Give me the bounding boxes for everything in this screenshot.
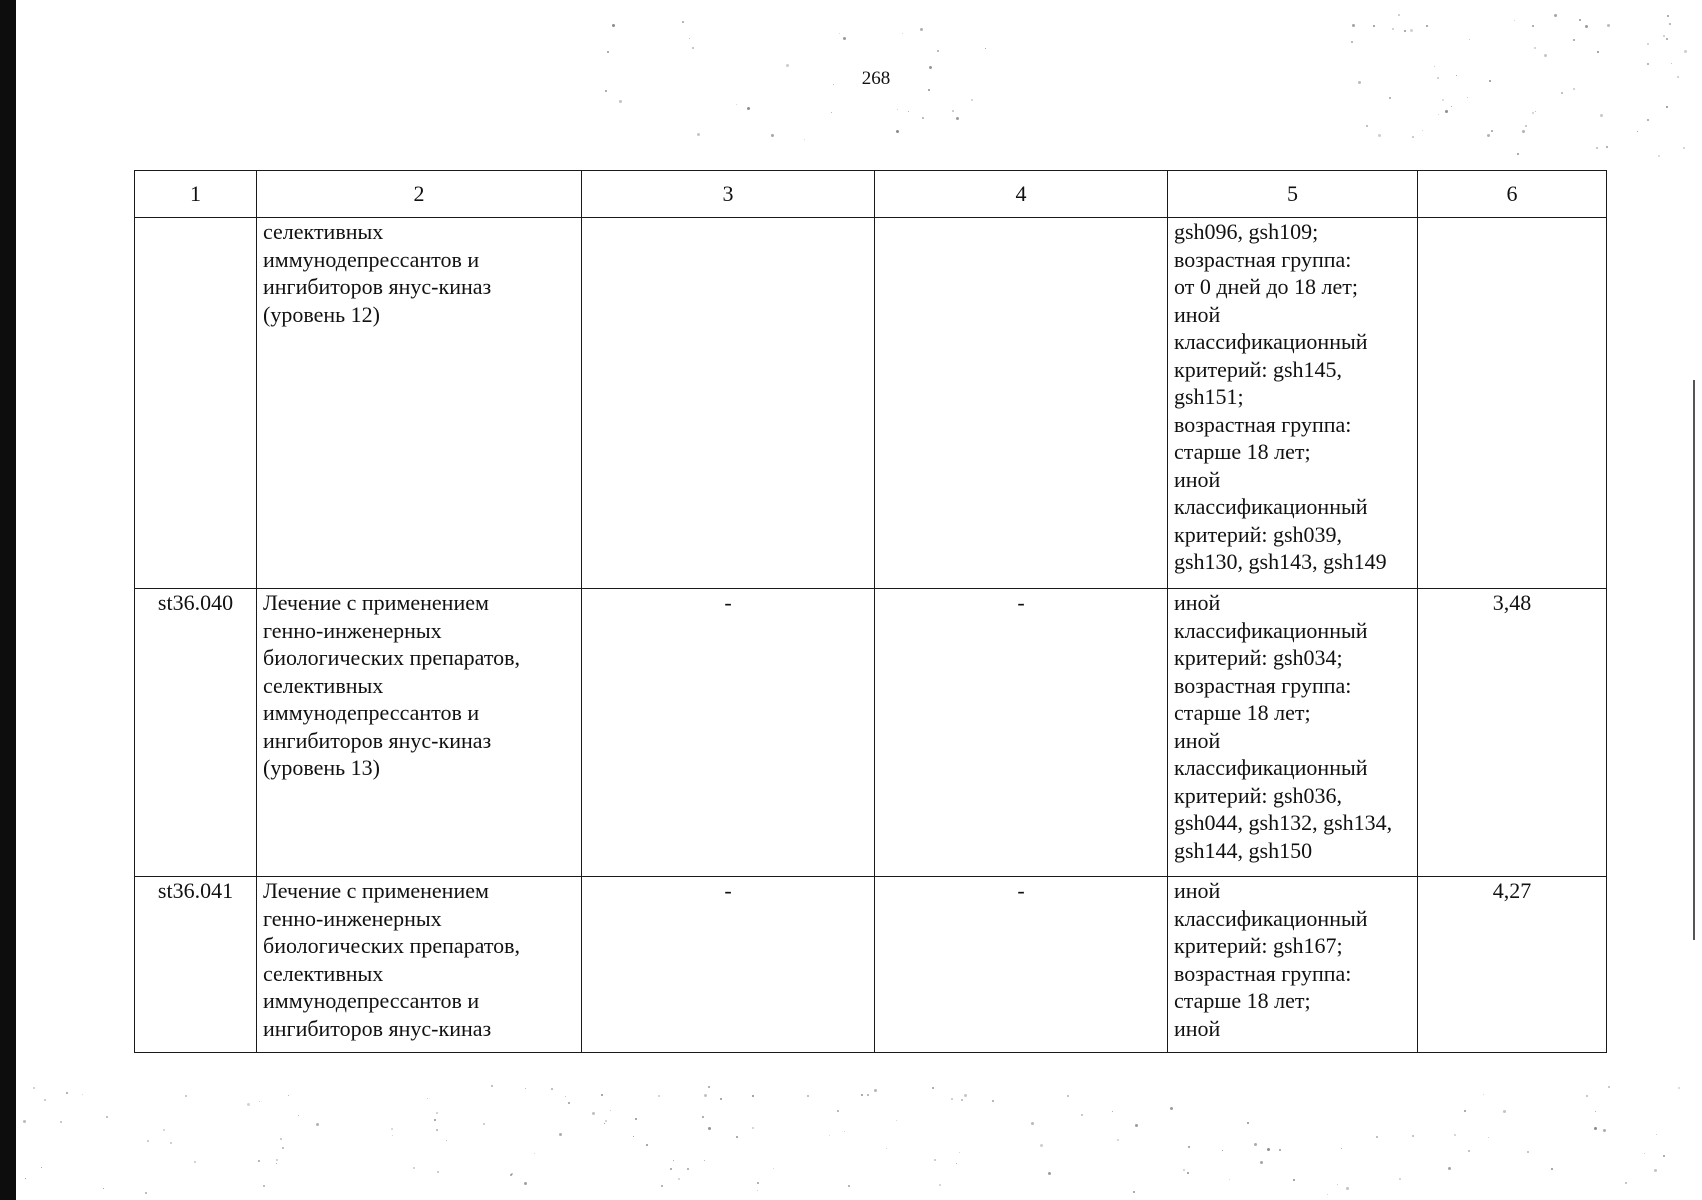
scan-speck (1678, 1087, 1680, 1089)
scan-speck (1410, 29, 1413, 32)
scan-speck (145, 1192, 147, 1194)
scan-speck (771, 134, 774, 137)
scan-speck (704, 1160, 705, 1161)
scan-speck (697, 133, 700, 136)
scan-speck (1647, 43, 1649, 45)
scan-speck (843, 37, 846, 40)
scan-speck (1503, 1110, 1506, 1113)
scan-speck (1535, 111, 1536, 112)
row-col3-cell (582, 218, 875, 589)
scan-speck (896, 1120, 897, 1121)
scan-speck (1187, 1172, 1189, 1174)
scan-speck (276, 1159, 278, 1161)
scan-speck (1666, 106, 1668, 108)
scan-speck (829, 1135, 830, 1136)
scan-speck (446, 1140, 447, 1141)
scan-speck (413, 1167, 415, 1169)
table-row (135, 877, 1607, 1053)
scan-speck (757, 1182, 759, 1184)
scan-speck (1684, 50, 1687, 53)
scan-speck (1517, 153, 1519, 155)
scan-speck (604, 1123, 605, 1124)
table-header-row (135, 171, 1607, 218)
scan-speck (1112, 1111, 1113, 1112)
scan-speck (1254, 1143, 1257, 1146)
scan-speck (1579, 19, 1581, 21)
scan-speck (1514, 20, 1515, 21)
scan-speck (687, 1168, 689, 1170)
scan-speck (1404, 30, 1406, 32)
scan-speck (1081, 1114, 1083, 1116)
scan-speck (1489, 80, 1491, 82)
column-header: 3 (582, 171, 875, 218)
row-criteria-cell: иной классификационный критерий: gsh167; возрастная группа: старше 18 лет; иной (1168, 877, 1418, 1053)
scan-speck (619, 100, 622, 103)
scan-speck (959, 1152, 960, 1153)
scan-speck (844, 1131, 845, 1132)
scan-speck (1595, 1111, 1596, 1112)
scan-speck (670, 1168, 672, 1170)
scan-speck (861, 1094, 863, 1096)
scan-speck (922, 117, 924, 119)
scan-speck (678, 1178, 680, 1180)
scan-speck (1389, 97, 1391, 99)
scan-speck (1608, 1086, 1610, 1088)
scan-speck (1464, 1110, 1466, 1112)
scan-speck (1532, 25, 1534, 27)
scan-speck (752, 1095, 754, 1097)
scan-speck (956, 1163, 957, 1164)
scan-speck (1522, 130, 1525, 133)
column-header: 1 (135, 171, 257, 218)
scan-speck (1594, 1127, 1597, 1130)
scan-speck (896, 130, 899, 133)
row-coefficient-cell: 4,27 (1418, 877, 1607, 1053)
scan-speck (436, 1112, 438, 1114)
scan-speck (952, 110, 954, 112)
scan-speck (41, 1167, 42, 1168)
scan-speck (1376, 1136, 1378, 1138)
row-coefficient-cell: 3,48 (1418, 589, 1607, 877)
scan-speck (1606, 146, 1608, 148)
scan-speck (551, 1088, 553, 1090)
scan-speck (534, 1153, 535, 1154)
scan-speck (194, 1161, 196, 1163)
row-col4-cell: - (875, 877, 1168, 1053)
scan-speck (1117, 1139, 1119, 1141)
column-header: 4 (875, 171, 1168, 218)
scan-speck (635, 1118, 637, 1120)
scan-speck (1647, 63, 1649, 65)
scan-speck (610, 1110, 611, 1111)
scan-speck (60, 1121, 62, 1123)
scan-speck (1625, 1182, 1627, 1184)
scan-speck (1671, 63, 1672, 64)
scan-speck (992, 1100, 994, 1102)
scan-speck (1532, 112, 1534, 114)
scan-speck (525, 1088, 526, 1089)
scan-speck (807, 1095, 809, 1097)
scan-speck (1637, 131, 1638, 132)
scan-speck (839, 33, 840, 34)
scan-speck (601, 1094, 603, 1096)
scan-speck (436, 1129, 438, 1131)
scan-speck (934, 1159, 936, 1161)
scan-speck (786, 64, 789, 67)
scan-speck (565, 1096, 566, 1097)
scan-speck (757, 1190, 758, 1191)
scan-speck (1426, 25, 1428, 27)
scan-speck (1260, 1161, 1263, 1164)
scan-edge (0, 0, 16, 1200)
scan-speck (163, 1129, 165, 1131)
scan-speck (25, 1178, 26, 1179)
scan-speck (708, 1086, 710, 1088)
scan-speck (427, 1098, 428, 1099)
scan-speck (867, 1094, 869, 1096)
scan-speck (1437, 77, 1439, 79)
scan-speck (633, 1136, 634, 1137)
scan-speck (1378, 134, 1381, 137)
scan-speck (1398, 14, 1400, 16)
scan-speck (316, 1123, 319, 1126)
scan-speck (932, 1087, 934, 1089)
scan-speck (568, 1102, 570, 1104)
scan-speck (720, 1098, 722, 1100)
scan-speck (263, 1185, 265, 1187)
row-name-cell: Лечение с применением генно-инженерных биологических препаратов, селективных иммунодепрессантов и ингибиторов янус-киназ (уровень 13) (257, 589, 582, 877)
scan-speck (1647, 119, 1649, 121)
scan-speck (1366, 125, 1368, 127)
scan-speck (1351, 41, 1353, 43)
scan-speck (708, 1127, 711, 1130)
scan-speck (247, 1103, 250, 1106)
scan-speck (23, 1120, 26, 1123)
scan-speck (280, 1138, 282, 1140)
scan-speck (147, 1140, 149, 1142)
scan-speck (44, 1099, 46, 1101)
row-criteria-cell: gsh096, gsh109; возрастная группа: от 0 дней до 18 лет; иной классификационный критерий: gsh145, gsh151; возрастная группа: старше 18 лет; иной классификационный критерий: gsh039, gsh130, gsh143, gsh149 (1168, 218, 1418, 589)
scan-speck (1399, 1178, 1401, 1180)
scan-speck (673, 1160, 674, 1161)
scan-speck (1267, 1148, 1270, 1151)
scan-speck (1327, 1194, 1328, 1195)
scan-speck (1293, 1179, 1295, 1181)
scan-speck (259, 1101, 260, 1102)
scan-speck (1607, 24, 1610, 27)
scan-speck (1561, 92, 1563, 94)
scan-speck (559, 1133, 562, 1136)
scan-speck (1585, 25, 1588, 28)
scan-speck (1488, 1137, 1489, 1138)
scan-speck (1438, 114, 1439, 115)
row-code-cell: st36.041 (135, 877, 257, 1053)
column-header: 6 (1418, 171, 1607, 218)
scan-speck (747, 107, 750, 110)
scan-speck (1133, 1191, 1135, 1193)
scan-speck (1596, 147, 1598, 149)
scan-speck (605, 1120, 607, 1122)
scan-speck (929, 66, 932, 69)
scan-speck (392, 1135, 393, 1136)
scan-speck (437, 1171, 439, 1173)
page-number: 268 (861, 68, 891, 89)
scan-speck (1468, 1150, 1470, 1152)
row-name-cell: Лечение с применением генно-инженерных биологических препаратов, селективных иммунодепрессантов и ингибиторов янус-киназ (257, 877, 582, 1053)
scan-speck (752, 1127, 754, 1129)
scan-speck (1412, 1135, 1414, 1137)
scan-speck (288, 1095, 289, 1096)
scan-speck (689, 38, 690, 39)
scan-speck (391, 1128, 393, 1130)
row-coefficient-cell (1418, 218, 1607, 589)
scan-speck (1392, 28, 1394, 30)
scan-speck (961, 1099, 963, 1101)
scan-speck (1597, 51, 1599, 53)
scan-speck (692, 47, 694, 49)
scan-speck (658, 1095, 660, 1097)
scan-speck (661, 1185, 663, 1187)
scan-speck (1183, 1169, 1185, 1171)
scan-speck (1534, 47, 1536, 49)
scan-speck (736, 104, 737, 105)
scan-speck (1040, 1144, 1043, 1147)
scan-speck (258, 1160, 260, 1162)
scan-speck (804, 139, 805, 140)
scan-speck (1135, 1124, 1138, 1127)
scan-speck (1667, 15, 1669, 17)
scan-speck (985, 48, 986, 49)
scan-speck (1454, 1134, 1456, 1136)
scan-speck (1656, 1134, 1657, 1135)
scan-speck (1352, 24, 1355, 27)
scan-speck (964, 1094, 967, 1097)
scan-speck (434, 1119, 436, 1121)
scan-speck (1346, 1187, 1349, 1190)
scan-speck (908, 111, 909, 112)
scan-speck (831, 112, 832, 113)
scan-speck (1669, 23, 1671, 25)
scan-speck (874, 1089, 877, 1092)
scan-speck (276, 1163, 277, 1164)
scan-speck (1188, 1146, 1190, 1148)
scan-speck (646, 1144, 648, 1146)
scan-speck (1442, 99, 1444, 101)
scan-speck (1279, 1149, 1281, 1151)
scan-speck (928, 89, 930, 91)
scan-speck (592, 1112, 595, 1115)
scan-speck (1554, 14, 1557, 17)
scan-speck (33, 1087, 35, 1089)
scan-speck (704, 1094, 707, 1097)
scan-speck (1341, 1148, 1342, 1149)
scan-speck (920, 28, 923, 31)
scan-speck (1222, 1150, 1223, 1151)
column-header: 5 (1168, 171, 1418, 218)
scan-speck (1451, 106, 1452, 107)
scan-speck (1658, 155, 1660, 157)
scan-speck (1247, 1122, 1249, 1124)
scan-speck (886, 1148, 887, 1149)
scan-speck (702, 1116, 704, 1118)
scan-speck (1666, 38, 1668, 40)
scan-speck (612, 24, 615, 27)
scan-speck (103, 1188, 104, 1189)
scan-speck (1434, 66, 1435, 67)
scan-speck (971, 99, 973, 101)
scan-speck (1527, 1151, 1529, 1153)
scan-speck (1644, 1153, 1645, 1154)
scan-speck (1573, 39, 1575, 41)
scan-speck (1031, 1122, 1034, 1125)
column-header: 2 (257, 171, 582, 218)
scan-speck (773, 1168, 774, 1169)
scan-speck (1412, 136, 1414, 138)
scan-speck (1067, 1095, 1069, 1097)
scan-speck (1663, 35, 1665, 37)
scan-speck (848, 1185, 850, 1187)
scan-speck (1456, 75, 1457, 76)
row-col4-cell (875, 218, 1168, 589)
scan-speck (736, 1136, 738, 1138)
scan-speck (837, 1110, 839, 1112)
scan-speck (1491, 130, 1493, 132)
scan-speck (106, 1116, 108, 1118)
scan-speck (1448, 1167, 1451, 1170)
scan-speck (1445, 110, 1448, 113)
scan-speck (1483, 1094, 1484, 1095)
row-code-cell (135, 218, 257, 589)
scan-speck (185, 1095, 187, 1097)
scan-speck (951, 1098, 953, 1100)
scan-speck (682, 21, 684, 23)
scan-speck (170, 1142, 172, 1144)
scan-speck (1551, 1168, 1553, 1170)
scan-speck (605, 90, 607, 92)
scan-speck (1373, 25, 1375, 27)
scan-speck (1467, 97, 1468, 98)
scan-speck (282, 1147, 284, 1149)
scan-speck (1573, 88, 1575, 90)
scan-speck (1358, 81, 1361, 84)
row-col3-cell: - (582, 877, 875, 1053)
scan-speck (1337, 1184, 1338, 1185)
scan-speck (491, 1085, 493, 1087)
scan-line (1693, 380, 1695, 940)
table-row (135, 589, 1607, 877)
row-col4-cell: - (875, 589, 1168, 877)
scan-speck (902, 33, 903, 34)
scan-speck (833, 84, 834, 85)
row-code-cell: st36.040 (135, 589, 257, 877)
scan-speck (1525, 125, 1527, 127)
scan-speck (607, 51, 609, 53)
scan-speck (1469, 39, 1470, 40)
scan-speck (483, 1123, 485, 1125)
scan-speck (1600, 114, 1603, 117)
scan-speck (1229, 1179, 1230, 1180)
scan-speck (897, 109, 898, 110)
scan-speck (66, 1092, 68, 1094)
row-criteria-cell: иной классификационный критерий: gsh034; возрастная группа: старше 18 лет; иной классификационный критерий: gsh036, gsh044, gsh132, gsh134, gsh144, gsh150 (1168, 589, 1418, 877)
scan-speck (298, 1115, 299, 1116)
scan-speck (1170, 1107, 1173, 1110)
scan-speck (1586, 1095, 1588, 1097)
scan-speck (1683, 147, 1685, 149)
scan-speck (937, 50, 939, 52)
scan-speck (1422, 130, 1423, 131)
scan-speck (1544, 54, 1547, 57)
data-table (134, 170, 1607, 1053)
scan-speck (939, 1184, 941, 1186)
scan-speck (956, 117, 959, 120)
scan-speck (1654, 1169, 1657, 1172)
scan-speck (1048, 1172, 1051, 1175)
scan-speck (82, 1094, 83, 1095)
table-row (135, 218, 1607, 589)
scan-speck (510, 1174, 512, 1176)
row-col3-cell: - (582, 589, 875, 877)
row-name-cell: селективных иммунодепрессантов и ингибиторов янус-киназ (уровень 12) (257, 218, 582, 589)
scan-speck (1603, 1129, 1606, 1132)
scan-speck (524, 1182, 527, 1185)
scan-speck (1677, 76, 1679, 78)
scan-speck (1663, 1155, 1665, 1157)
scan-speck (1487, 134, 1490, 137)
